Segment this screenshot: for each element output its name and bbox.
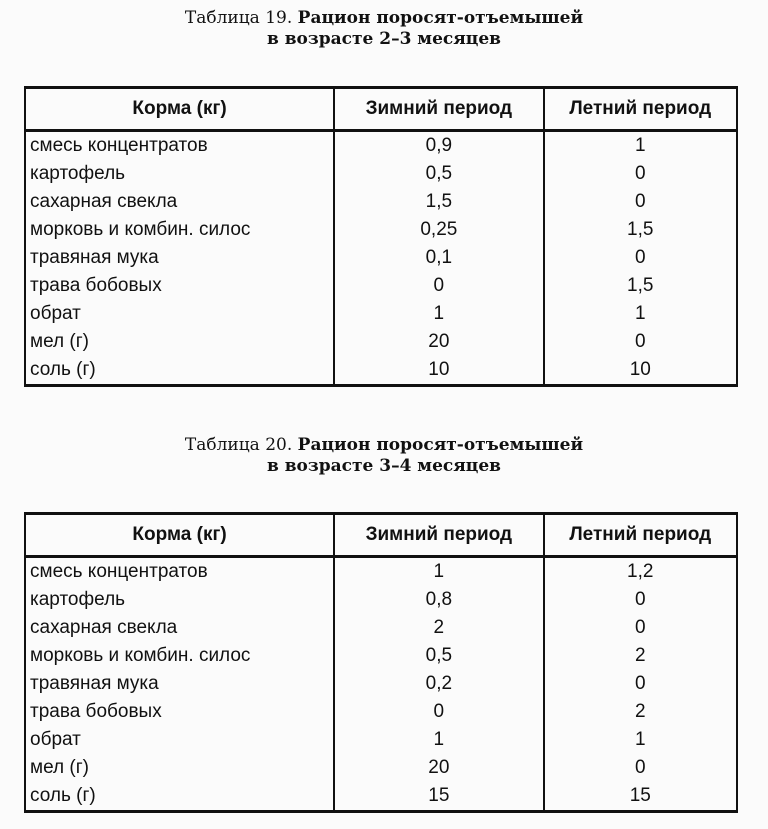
feed-name-cell: сахарная свекла [25, 614, 334, 642]
winter-value-cell: 1 [334, 300, 543, 328]
summer-value-cell: 0 [544, 586, 737, 614]
winter-value-cell: 2 [334, 614, 543, 642]
table-19-caption-subtitle: в возрасте 2–3 месяцев [266, 29, 501, 49]
summer-value-cell: 10 [544, 356, 737, 386]
feed-name-cell: картофель [25, 586, 334, 614]
feed-name-cell: травяная мука [25, 670, 334, 698]
table-row [25, 726, 737, 754]
summer-value-cell: 2 [544, 642, 737, 670]
table-19 [24, 86, 738, 387]
feed-name-cell: сахарная свекла [25, 188, 334, 216]
table-row [25, 300, 737, 328]
winter-value-cell: 0,5 [334, 160, 543, 188]
feed-name-cell: мел (г) [25, 328, 334, 356]
table-row [25, 160, 737, 188]
summer-value-cell: 1 [544, 131, 737, 161]
table-19-body [25, 131, 737, 386]
table-20-body [25, 557, 737, 812]
table-20-caption [0, 435, 768, 477]
summer-value-cell: 2 [544, 698, 737, 726]
table-row [25, 557, 737, 587]
column-header-winter: Зимний период [334, 514, 543, 557]
table-20-caption-subtitle: в возрасте 3–4 месяцев [266, 456, 501, 476]
table-row [25, 586, 737, 614]
winter-value-cell: 0 [334, 272, 543, 300]
table-row [25, 642, 737, 670]
table-header-row [25, 514, 737, 557]
summer-value-cell: 0 [544, 244, 737, 272]
feed-name-cell: морковь и комбин. силос [25, 642, 334, 670]
table-row [25, 698, 737, 726]
column-header-summer: Летний период [544, 88, 737, 131]
winter-value-cell: 1,5 [334, 188, 543, 216]
summer-value-cell: 0 [544, 614, 737, 642]
table-row [25, 614, 737, 642]
winter-value-cell: 15 [334, 782, 543, 812]
summer-value-cell: 0 [544, 328, 737, 356]
table-row [25, 782, 737, 812]
table-row [25, 272, 737, 300]
winter-value-cell: 20 [334, 328, 543, 356]
summer-value-cell: 0 [544, 160, 737, 188]
table-row [25, 216, 737, 244]
feed-name-cell: травяная мука [25, 244, 334, 272]
column-header-summer: Летний период [544, 514, 737, 557]
summer-value-cell: 0 [544, 670, 737, 698]
summer-value-cell: 1,2 [544, 557, 737, 587]
feed-name-cell: соль (г) [25, 782, 334, 812]
table-row [25, 188, 737, 216]
feed-name-cell: обрат [25, 726, 334, 754]
winter-value-cell: 0,25 [334, 216, 543, 244]
feed-name-cell: картофель [25, 160, 334, 188]
summer-value-cell: 1 [544, 300, 737, 328]
table-20-caption-number: Таблица 20. [184, 435, 293, 455]
feed-name-cell: трава бобовых [25, 272, 334, 300]
summer-value-cell: 0 [544, 754, 737, 782]
table-row [25, 328, 737, 356]
summer-value-cell: 1,5 [544, 216, 737, 244]
table-row [25, 754, 737, 782]
summer-value-cell: 1 [544, 726, 737, 754]
feed-name-cell: морковь и комбин. силос [25, 216, 334, 244]
feed-name-cell: соль (г) [25, 356, 334, 386]
table-19-caption-number: Таблица 19. [184, 8, 293, 28]
column-header-winter: Зимний период [334, 88, 543, 131]
feed-name-cell: обрат [25, 300, 334, 328]
winter-value-cell: 0,9 [334, 131, 543, 161]
table-header-row [25, 88, 737, 131]
summer-value-cell: 15 [544, 782, 737, 812]
table-20-caption-title: Рацион поросят-отъемышей [297, 435, 584, 455]
column-header-feed: Корма (кг) [25, 88, 334, 131]
feed-name-cell: смесь концентратов [25, 557, 334, 587]
column-header-feed: Корма (кг) [25, 514, 334, 557]
table-row [25, 356, 737, 386]
winter-value-cell: 1 [334, 557, 543, 587]
winter-value-cell: 0,5 [334, 642, 543, 670]
table-20 [24, 512, 738, 813]
winter-value-cell: 0 [334, 698, 543, 726]
summer-value-cell: 0 [544, 188, 737, 216]
winter-value-cell: 1 [334, 726, 543, 754]
table-19-caption [0, 8, 768, 50]
winter-value-cell: 0,2 [334, 670, 543, 698]
feed-name-cell: мел (г) [25, 754, 334, 782]
table-row [25, 131, 737, 161]
feed-name-cell: смесь концентратов [25, 131, 334, 161]
summer-value-cell: 1,5 [544, 272, 737, 300]
feed-name-cell: трава бобовых [25, 698, 334, 726]
winter-value-cell: 0,8 [334, 586, 543, 614]
table-row [25, 670, 737, 698]
winter-value-cell: 0,1 [334, 244, 543, 272]
winter-value-cell: 20 [334, 754, 543, 782]
table-19-caption-title: Рацион поросят-отъемышей [297, 8, 584, 28]
winter-value-cell: 10 [334, 356, 543, 386]
table-row [25, 244, 737, 272]
